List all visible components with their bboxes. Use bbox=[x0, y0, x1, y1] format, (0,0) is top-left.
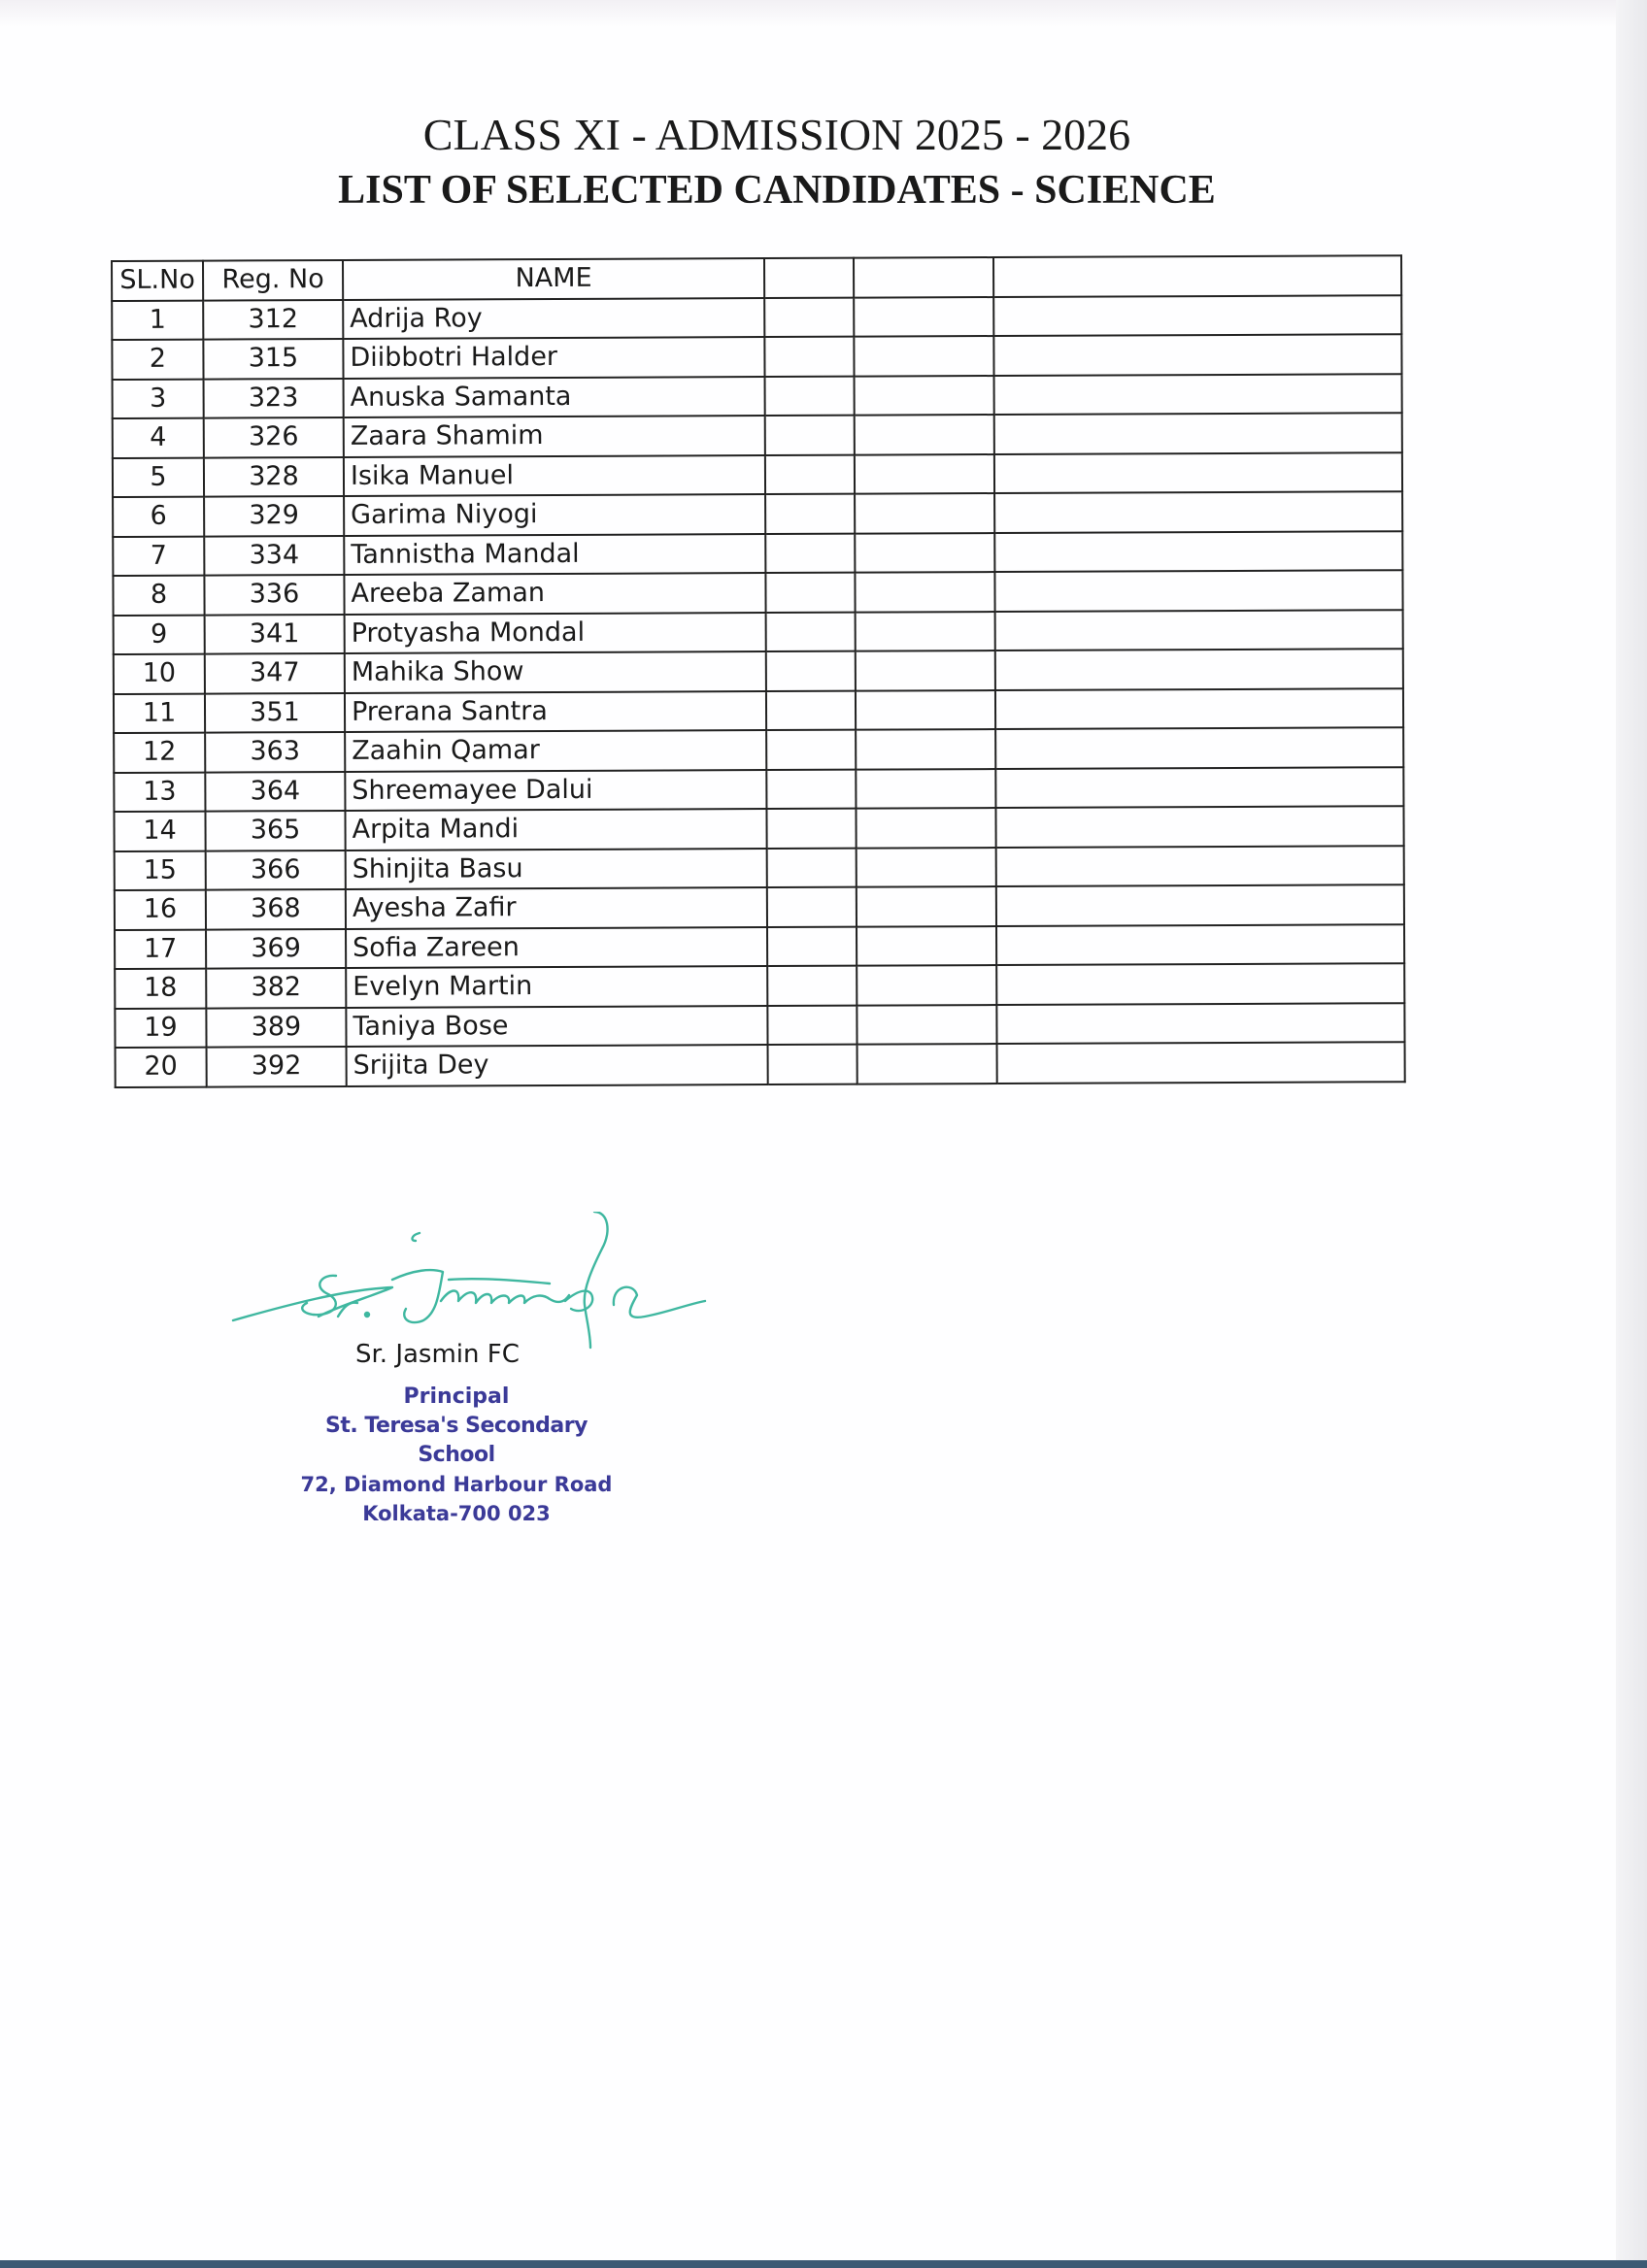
cell-sl-no: 10 bbox=[114, 654, 205, 694]
cell-name: Adrija Roy bbox=[343, 298, 764, 339]
cell-sl-no: 2 bbox=[112, 340, 203, 380]
cell-blank-2 bbox=[857, 926, 996, 966]
cell-name: Arpita Mandi bbox=[345, 809, 766, 850]
cell-blank-2 bbox=[855, 376, 994, 416]
cell-blank-2 bbox=[857, 886, 996, 926]
cell-sl-no: 13 bbox=[114, 772, 205, 812]
table-row bbox=[112, 295, 1401, 340]
cell-reg-no: 369 bbox=[206, 928, 346, 968]
cell-blank-3 bbox=[996, 846, 1404, 886]
table-row bbox=[114, 649, 1403, 693]
cell-blank-2 bbox=[856, 612, 995, 651]
table-header-row bbox=[112, 255, 1401, 300]
cell-reg-no: 326 bbox=[204, 417, 344, 457]
column-header-sl-no: SL.No bbox=[112, 261, 203, 301]
column-header-name: NAME bbox=[343, 258, 764, 299]
column-header-blank-3 bbox=[993, 255, 1401, 296]
cell-blank-3 bbox=[995, 727, 1403, 768]
cell-blank-2 bbox=[854, 336, 993, 376]
cell-blank-3 bbox=[995, 767, 1403, 808]
table-row bbox=[116, 1042, 1405, 1086]
cell-blank-2 bbox=[855, 454, 994, 494]
cell-reg-no: 323 bbox=[204, 378, 344, 417]
cell-sl-no: 17 bbox=[115, 929, 206, 969]
cell-blank-1 bbox=[767, 1005, 857, 1045]
table-row bbox=[113, 531, 1402, 576]
cell-reg-no: 351 bbox=[205, 692, 345, 732]
table-row bbox=[113, 570, 1402, 615]
cell-blank-1 bbox=[767, 966, 857, 1006]
cell-blank-3 bbox=[994, 570, 1402, 611]
cell-blank-3 bbox=[995, 610, 1403, 650]
cell-blank-1 bbox=[765, 533, 855, 573]
cell-blank-2 bbox=[857, 965, 996, 1005]
cell-blank-1 bbox=[767, 887, 857, 927]
cell-blank-2 bbox=[855, 533, 994, 573]
cell-blank-2 bbox=[856, 650, 995, 690]
cell-sl-no: 7 bbox=[113, 536, 204, 576]
cell-reg-no: 328 bbox=[204, 456, 344, 496]
cell-name: Garima Niyogi bbox=[344, 494, 765, 535]
table-row bbox=[114, 806, 1403, 850]
cell-name: Protyasha Mondal bbox=[345, 613, 766, 653]
cell-blank-3 bbox=[994, 452, 1402, 493]
column-header-reg-no: Reg. No bbox=[203, 260, 343, 300]
cell-name: Srijita Dey bbox=[347, 1045, 768, 1085]
cell-sl-no: 6 bbox=[113, 497, 204, 537]
cell-blank-2 bbox=[856, 690, 995, 730]
cell-blank-3 bbox=[994, 413, 1402, 453]
cell-reg-no: 368 bbox=[206, 889, 346, 929]
column-header-blank-2 bbox=[854, 257, 993, 297]
table-row bbox=[115, 1003, 1404, 1048]
stamp-school-name: St. Teresa's Secondary School bbox=[325, 1414, 588, 1467]
table-row bbox=[113, 374, 1402, 418]
cell-blank-1 bbox=[766, 612, 856, 651]
table-row bbox=[115, 884, 1404, 929]
table-row bbox=[113, 413, 1402, 457]
cell-blank-3 bbox=[993, 295, 1401, 336]
cell-blank-3 bbox=[995, 806, 1403, 847]
cell-blank-1 bbox=[765, 376, 855, 416]
cell-blank-2 bbox=[857, 1044, 997, 1084]
cell-name: Areeba Zaman bbox=[344, 573, 765, 614]
cell-name: Anuska Samanta bbox=[344, 377, 765, 417]
cell-name: Ayesha Zafir bbox=[346, 887, 767, 928]
cell-name: Prerana Santra bbox=[345, 691, 766, 732]
cell-reg-no: 341 bbox=[205, 614, 345, 653]
candidates-table bbox=[111, 254, 1406, 1087]
cell-blank-2 bbox=[854, 297, 993, 337]
cell-name: Zaara Shamim bbox=[344, 416, 765, 456]
cell-sl-no: 1 bbox=[112, 300, 203, 340]
cell-reg-no: 336 bbox=[204, 575, 344, 615]
cell-blank-1 bbox=[766, 690, 856, 730]
cell-reg-no: 364 bbox=[205, 771, 345, 811]
cell-reg-no: 392 bbox=[207, 1047, 347, 1086]
scan-shadow bbox=[0, 0, 1616, 27]
cell-blank-3 bbox=[997, 1042, 1405, 1083]
scan-edge-bottom bbox=[0, 2260, 1647, 2268]
cell-sl-no: 8 bbox=[113, 576, 204, 616]
cell-sl-no: 12 bbox=[114, 733, 205, 773]
cell-reg-no: 389 bbox=[206, 1007, 346, 1047]
cell-blank-1 bbox=[764, 297, 854, 337]
table-row bbox=[114, 610, 1403, 654]
cell-blank-1 bbox=[766, 730, 856, 770]
stamp-address-line-1: 72, Diamond Harbour Road bbox=[300, 1473, 613, 1496]
cell-blank-2 bbox=[856, 769, 995, 809]
cell-name: Sofia Zareen bbox=[346, 927, 767, 968]
scan-edge bbox=[1616, 0, 1647, 2268]
cell-name: Evelyn Martin bbox=[346, 966, 767, 1007]
cell-sl-no: 19 bbox=[115, 1008, 206, 1048]
table-row bbox=[114, 767, 1403, 812]
cell-reg-no: 382 bbox=[206, 968, 346, 1008]
cell-sl-no: 5 bbox=[113, 457, 204, 497]
cell-reg-no: 363 bbox=[205, 732, 345, 772]
cell-sl-no: 9 bbox=[114, 615, 205, 654]
cell-blank-3 bbox=[996, 924, 1404, 965]
table-row bbox=[115, 963, 1404, 1008]
cell-blank-1 bbox=[765, 494, 855, 534]
table-row bbox=[113, 491, 1402, 536]
cell-name: Taniya Bose bbox=[346, 1006, 767, 1047]
cell-blank-1 bbox=[765, 416, 855, 455]
table-row bbox=[113, 452, 1402, 497]
cell-blank-3 bbox=[996, 963, 1404, 1004]
admission-title: CLASS XI - ADMISSION 2025 - 2026 bbox=[422, 110, 1131, 159]
cell-blank-2 bbox=[856, 729, 995, 769]
cell-name: Zaahin Qamar bbox=[345, 730, 766, 771]
cell-blank-1 bbox=[765, 454, 855, 494]
column-header-blank-1 bbox=[764, 258, 854, 298]
cell-name: Tannistha Mandal bbox=[344, 534, 765, 575]
cell-blank-1 bbox=[766, 651, 856, 691]
signatory-name: Sr. Jasmin FC bbox=[355, 1340, 520, 1369]
cell-blank-1 bbox=[768, 1045, 857, 1084]
cell-reg-no: 366 bbox=[206, 850, 346, 889]
cell-reg-no: 334 bbox=[204, 535, 344, 575]
cell-sl-no: 16 bbox=[115, 890, 206, 930]
cell-sl-no: 14 bbox=[114, 812, 205, 851]
table-row bbox=[114, 688, 1403, 733]
principal-signature bbox=[229, 1212, 715, 1357]
table-row bbox=[115, 924, 1404, 969]
cell-blank-2 bbox=[857, 1005, 996, 1045]
cell-reg-no: 312 bbox=[203, 299, 343, 339]
cell-blank-3 bbox=[994, 374, 1402, 415]
cell-name: Isika Manuel bbox=[344, 455, 765, 496]
cell-name: Shinjita Basu bbox=[346, 849, 767, 889]
cell-blank-3 bbox=[995, 649, 1403, 689]
cell-blank-3 bbox=[996, 1003, 1404, 1044]
cell-sl-no: 4 bbox=[113, 418, 204, 458]
cell-blank-2 bbox=[855, 572, 994, 612]
cell-blank-3 bbox=[995, 688, 1403, 729]
cell-blank-2 bbox=[856, 808, 995, 848]
cell-reg-no: 329 bbox=[204, 496, 344, 536]
cell-blank-3 bbox=[994, 531, 1402, 572]
cell-name: Mahika Show bbox=[345, 651, 766, 692]
cell-blank-1 bbox=[766, 809, 856, 849]
cell-sl-no: 3 bbox=[113, 379, 204, 418]
cell-blank-1 bbox=[767, 926, 857, 966]
cell-blank-1 bbox=[765, 573, 855, 613]
cell-blank-2 bbox=[857, 848, 996, 887]
cell-blank-1 bbox=[764, 337, 854, 377]
school-stamp bbox=[291, 1383, 622, 1528]
cell-sl-no: 20 bbox=[116, 1048, 207, 1087]
list-title: LIST OF SELECTED CANDIDATES - SCIENCE bbox=[338, 168, 1216, 213]
cell-sl-no: 11 bbox=[114, 693, 205, 733]
cell-reg-no: 347 bbox=[205, 653, 345, 693]
table-row bbox=[112, 334, 1401, 379]
cell-reg-no: 365 bbox=[205, 811, 345, 850]
cell-reg-no: 315 bbox=[203, 339, 343, 379]
cell-sl-no: 18 bbox=[115, 969, 206, 1009]
cell-blank-1 bbox=[766, 769, 856, 809]
cell-name: Diibbotri Halder bbox=[343, 337, 764, 378]
cell-blank-3 bbox=[996, 884, 1404, 925]
cell-sl-no: 15 bbox=[115, 850, 206, 890]
cell-blank-2 bbox=[855, 415, 994, 454]
cell-name: Shreemayee Dalui bbox=[345, 770, 766, 811]
stamp-designation: Principal bbox=[403, 1384, 510, 1409]
table-row bbox=[115, 846, 1404, 890]
cell-blank-3 bbox=[994, 491, 1402, 532]
table-row bbox=[114, 727, 1403, 772]
cell-blank-2 bbox=[855, 493, 994, 533]
table-body bbox=[112, 295, 1405, 1087]
cell-blank-1 bbox=[767, 848, 857, 887]
cell-blank-3 bbox=[993, 334, 1401, 375]
stamp-address-line-2: Kolkata-700 023 bbox=[362, 1502, 551, 1525]
